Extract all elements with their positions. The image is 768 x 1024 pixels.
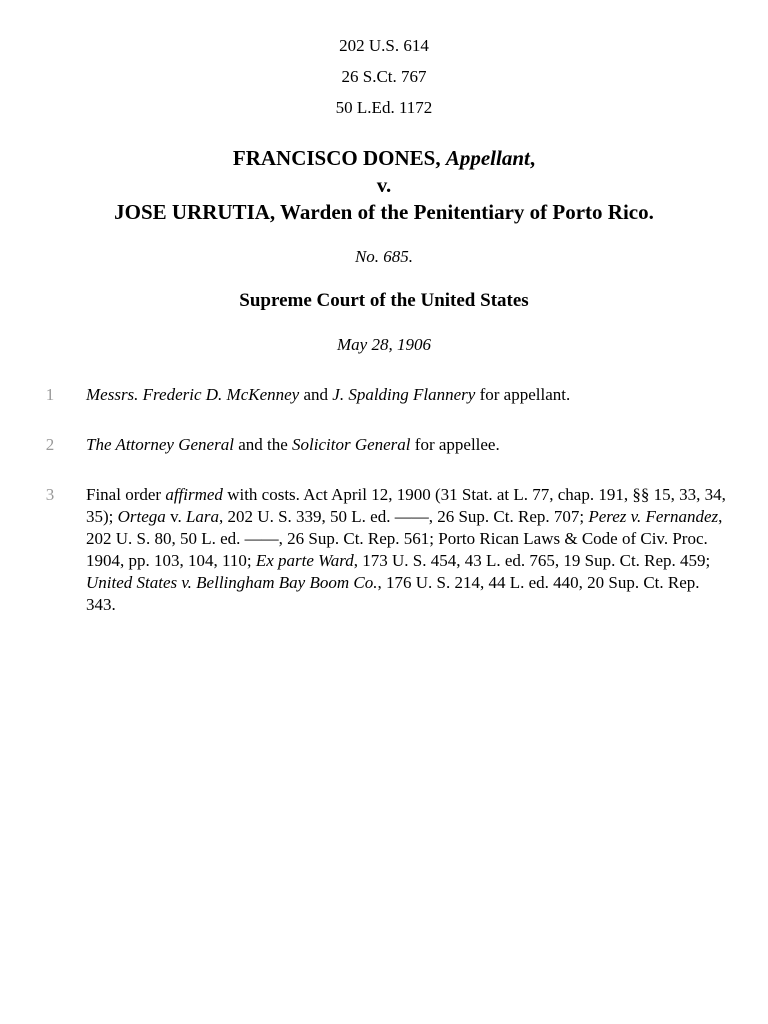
- italic-segment: The Attorney General: [86, 435, 234, 454]
- italic-segment: Perez v. Fernandez: [588, 507, 719, 526]
- case-title-appellant: [0, 145, 768, 171]
- appellant-trailing: ,: [529, 146, 536, 170]
- paragraph-text: [86, 434, 726, 456]
- case-title-versus: v.: [376, 173, 392, 197]
- italic-segment: Lara: [185, 507, 220, 526]
- paragraph-number: 3: [45, 485, 55, 504]
- paragraph-number: 1: [45, 385, 55, 404]
- italic-segment: Ex parte Ward: [255, 551, 354, 570]
- italic-segment: Ortega: [117, 507, 166, 526]
- text-segment: and the: [233, 435, 293, 454]
- text-segment: v.: [165, 507, 186, 526]
- text-segment: , 176 U. S. 214, 44 L. ed. 440, 20 Sup. Ct. Rep. 343.: [86, 573, 700, 614]
- text-segment: and: [299, 385, 333, 404]
- paragraph-text: [86, 384, 726, 406]
- docket-number: No. 685.: [354, 247, 414, 266]
- decision-date: May 28, 1906: [337, 335, 431, 354]
- court-name: Supreme Court of the United States: [239, 290, 529, 311]
- paragraph-number: 2: [45, 435, 55, 454]
- text-segment: Final order: [86, 485, 166, 504]
- text-segment: for appellant.: [475, 385, 571, 404]
- appellant-role: Appellant: [445, 146, 530, 170]
- italic-segment: Solicitor General: [292, 435, 411, 454]
- citation-led: 50 L.Ed. 1172: [335, 98, 433, 117]
- text-segment: , 202 U. S. 339, 50 L. ed. ——, 26 Sup. Ct. Rep. 707;: [219, 507, 589, 526]
- case-title-appellee: JOSE URRUTIA, Warden of the Penitentiary of Porto Rico.: [114, 200, 654, 224]
- citation-us: 202 U.S. 614: [339, 36, 429, 55]
- paragraph-text: [86, 484, 726, 616]
- italic-segment: J. Spalding Flannery: [332, 385, 476, 404]
- italic-segment: affirmed: [165, 485, 223, 504]
- citation-sct: 26 S.Ct. 767: [341, 67, 427, 86]
- italic-segment: Messrs. Frederic D. McKenney: [86, 385, 300, 404]
- text-segment: , 173 U. S. 454, 43 L. ed. 765, 19 Sup. Ct. Rep. 459;: [353, 551, 711, 570]
- appellant-name: FRANCISCO DONES,: [232, 146, 441, 170]
- text-segment: for appellee.: [410, 435, 500, 454]
- text-segment: , 202 U. S. 80, 50 L. ed. ——, 26 Sup. Ct. Rep. 561; Porto Rican Laws & Code of Civ. Proc. 1904, pp. 103, 104, 110;: [86, 507, 723, 570]
- text-segment: with costs. Act April 12, 1900 (31 Stat. at L. 77, chap. 191, §§ 15, 33, 34, 35);: [86, 485, 726, 526]
- italic-segment: United States v. Bellingham Bay Boom Co.: [86, 573, 378, 592]
